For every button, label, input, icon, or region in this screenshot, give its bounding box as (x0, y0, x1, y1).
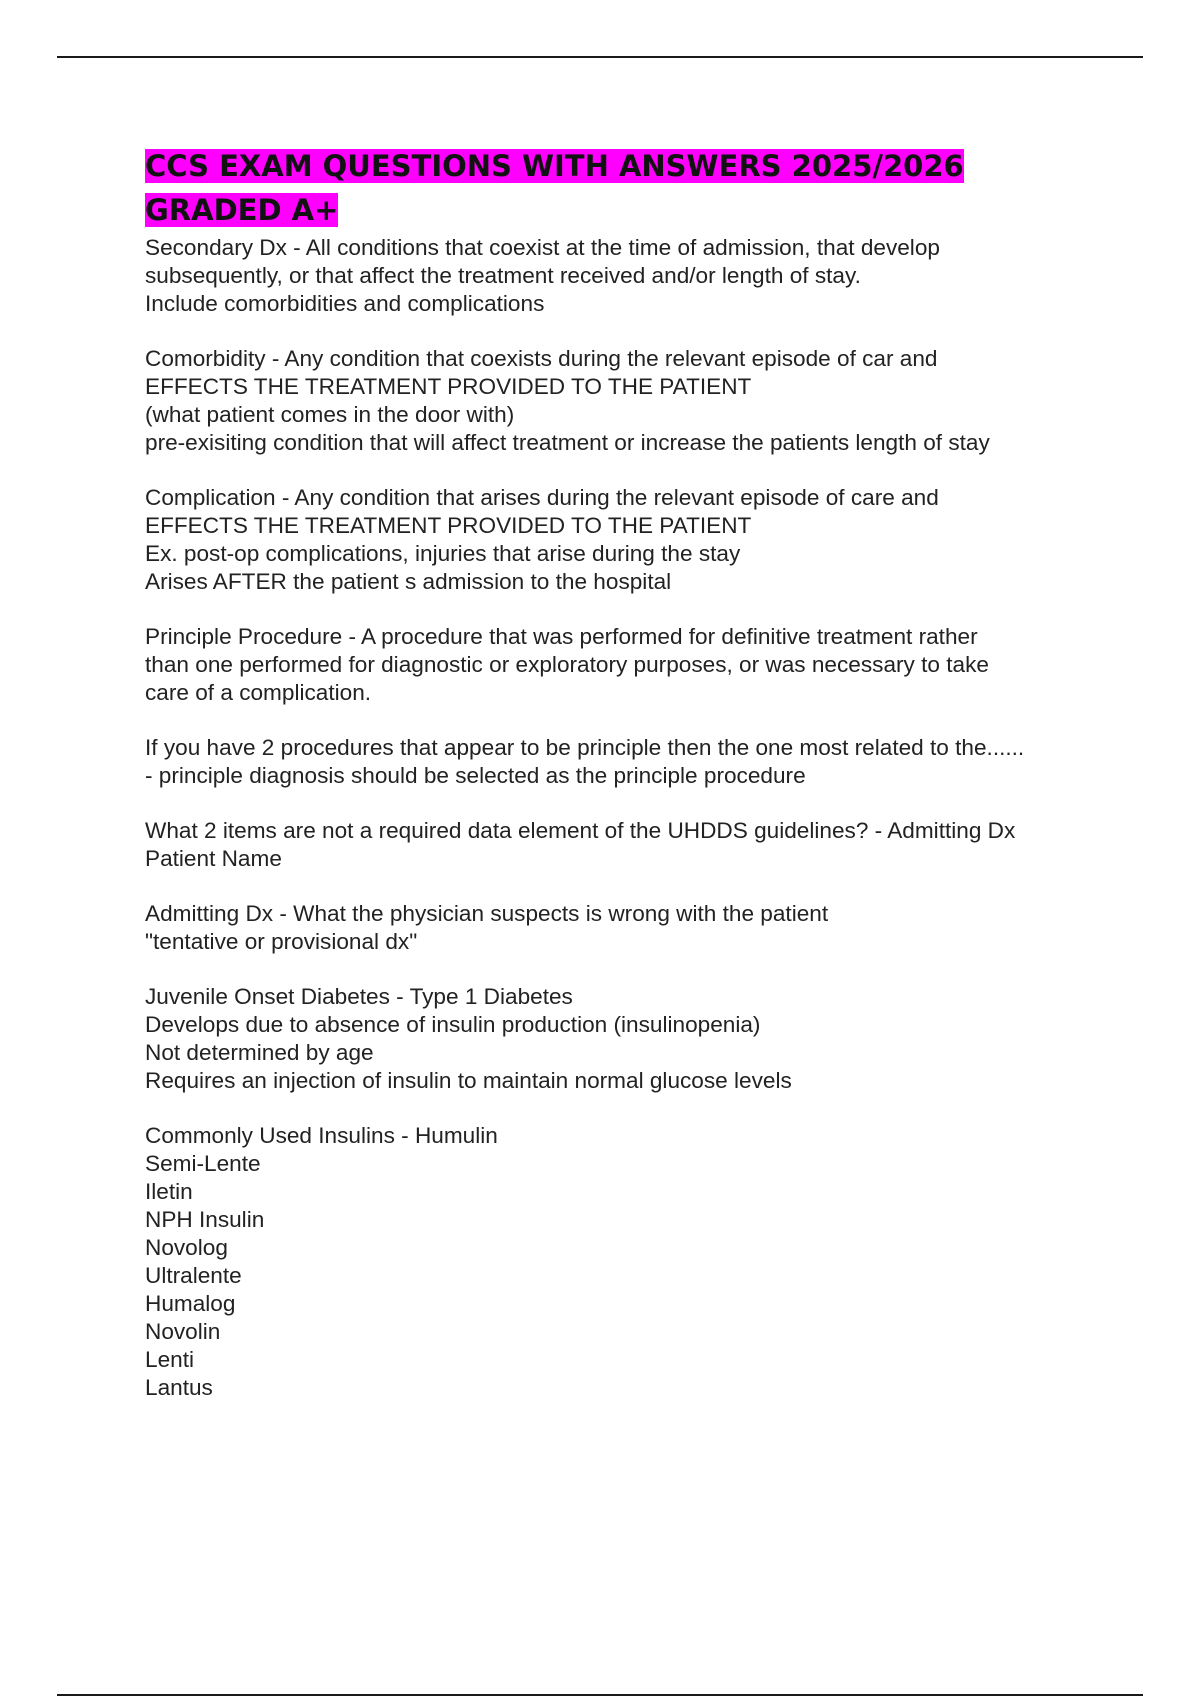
qa-text-line: Arises AFTER the patient s admission to the hospital (145, 569, 672, 594)
qa-text-line: Ex. post-op complications, injuries that arise during the stay (145, 541, 741, 566)
qa-entry (145, 345, 1105, 457)
qa-text-line: Comorbidity - Any condition that coexists during the relevant episode of car and (145, 346, 938, 371)
qa-text-line: "tentative or provisional dx" (145, 929, 418, 954)
qa-text-line: What 2 items are not a required data element of the UHDDS guidelines? - Admitting Dx (145, 818, 1016, 843)
qa-text-line: Lenti (145, 1347, 194, 1372)
qa-text-line: Secondary Dx - All conditions that coexist at the time of admission, that develop (145, 235, 940, 260)
qa-entry (145, 817, 1105, 873)
qa-text-line: Novolog (145, 1235, 228, 1260)
qa-entry (145, 484, 1105, 596)
qa-text-line: Principle Procedure - A procedure that was performed for definitive treatment rather (145, 624, 978, 649)
qa-text-line: EFFECTS THE TREATMENT PROVIDED TO THE PATIENT (145, 513, 752, 538)
qa-text-line: Ultralente (145, 1263, 242, 1288)
title-line-1: CCS EXAM QUESTIONS WITH ANSWERS 2025/2026 (145, 149, 964, 183)
qa-text-line: Iletin (145, 1179, 193, 1204)
qa-text-line: (what patient comes in the door with) (145, 402, 515, 427)
title-line-2: GRADED A+ (145, 193, 339, 227)
qa-entry (145, 983, 1105, 1095)
qa-text-line: Admitting Dx - What the physician suspects is wrong with the patient (145, 901, 829, 926)
qa-text-line: pre-exisiting condition that will affect treatment or increase the patients length of stay (145, 430, 990, 455)
qa-text-line: If you have 2 procedures that appear to be principle then the one most related to the...... (145, 735, 1025, 760)
qa-text-line: care of a complication. (145, 680, 372, 705)
qa-text-line: Novolin (145, 1319, 221, 1344)
document-body (145, 144, 1105, 1429)
qa-text-line: NPH Insulin (145, 1207, 265, 1232)
qa-text-line: Patient Name (145, 846, 282, 871)
qa-entry (145, 734, 1105, 790)
header-rule (57, 56, 1143, 58)
qa-text-line: than one performed for diagnostic or exploratory purposes, or was necessary to take (145, 652, 989, 677)
qa-text-line: Requires an injection of insulin to maintain normal glucose levels (145, 1068, 792, 1093)
qa-text-line: Develops due to absence of insulin production (insulinopenia) (145, 1012, 761, 1037)
document-title (145, 144, 1105, 232)
qa-text-line: Semi-Lente (145, 1151, 261, 1176)
qa-entry (145, 1122, 1105, 1402)
footer-rule (57, 1694, 1143, 1696)
qa-entry (145, 623, 1105, 707)
qa-list (145, 234, 1105, 1402)
qa-text-line: - principle diagnosis should be selected as the principle procedure (145, 763, 806, 788)
qa-text-line: Commonly Used Insulins - Humulin (145, 1123, 498, 1148)
qa-entry (145, 900, 1105, 956)
qa-text-line: Not determined by age (145, 1040, 374, 1065)
qa-text-line: Lantus (145, 1375, 213, 1400)
qa-text-line: Include comorbidities and complications (145, 291, 545, 316)
qa-text-line: Complication - Any condition that arises during the relevant episode of care and (145, 485, 939, 510)
qa-entry (145, 234, 1105, 318)
qa-text-line: EFFECTS THE TREATMENT PROVIDED TO THE PATIENT (145, 374, 752, 399)
qa-text-line: Humalog (145, 1291, 236, 1316)
qa-text-line: Juvenile Onset Diabetes - Type 1 Diabetes (145, 984, 573, 1009)
qa-text-line: subsequently, or that affect the treatment received and/or length of stay. (145, 263, 861, 288)
